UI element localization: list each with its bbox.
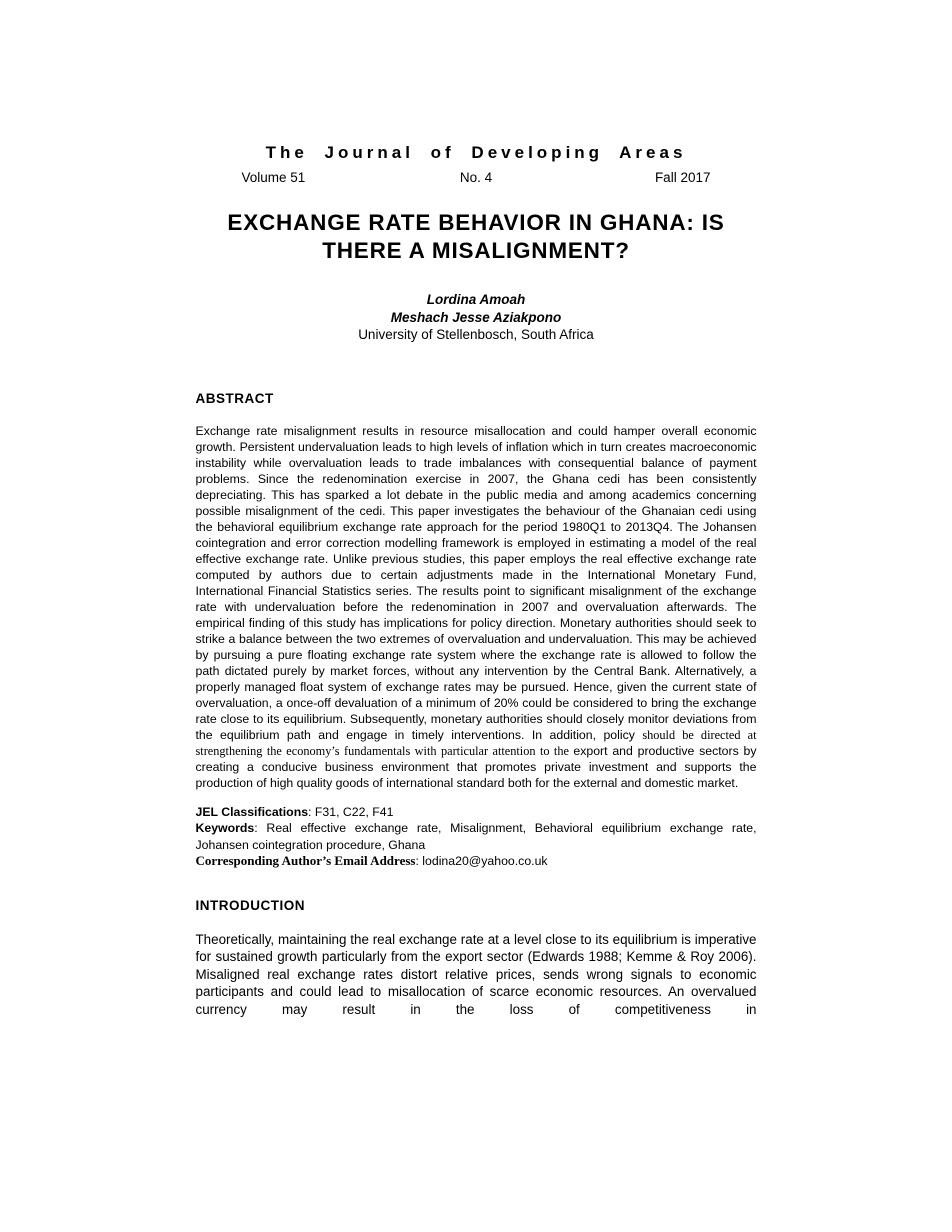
author-name-1: Lordina Amoah bbox=[426, 292, 526, 307]
affiliation: University of Stellenbosch, South Africa bbox=[358, 327, 594, 342]
journal-volume: Volume 51 bbox=[241, 170, 306, 185]
abstract-heading: ABSTRACT bbox=[195, 390, 274, 406]
metadata-block bbox=[196, 804, 757, 870]
journal-season: Fall 2017 bbox=[654, 170, 711, 185]
article-title-line2: THERE A MISALIGNMENT? bbox=[322, 238, 630, 263]
abstract-part1: Exchange rate misalignment results in resource misallocation and could hamper overall economic growth. Persistent undervaluation leads to high levels of inflation which in turn creates macroeconomic instability while overvaluation leads to trade imbalances with consequential balance of payment problems. Since the redenomination exercise in 2007, the Ghana cedi has been consistently depreciating. This has sparked a lot debate in the public media and among academics concerning possible misalignment of the cedi. This paper investigates the behaviour of the Ghanaian cedi using the behavioral equilibrium exchange rate approach for the period 1980Q1 to 2013Q4. The Johansen cointegration and error correction modelling framework is employed in estimating a model of the real effective exchange rate. Unlike previous studies, this paper employs the real effective exchange rate computed by authors due to certain adjustments made in the International Monetary Fund, International Financial Statistics series. The results point to significant misalignment of the exchange rate with undervaluation before the redenomination in 2007 and overvaluation afterwards. The empirical finding of this study has implications for policy direction. Monetary authorities should seek to strike a balance between the two extremes of overvaluation and undervaluation. This may be achieved by pursuing a pure floating exchange rate system where the exchange rate is allowed to follow the path dictated purely by market forces, without any intervention by the Central Bank. Alternatively, a properly managed float system of exchange rates may be pursued. Hence, given the current state of overvaluation, a once-off devaluation of a minimum of 20% could be considered to bring the exchange rate close to its equilibrium. Subsequently, monetary authorities should closely monitor deviations from the equilibrium path and engage in timely interventions. In addition, policy bbox=[195, 423, 757, 742]
article-title-line1: EXCHANGE RATE BEHAVIOR IN GHANA: IS bbox=[227, 210, 725, 235]
journal-issue-number: No. 4 bbox=[459, 170, 493, 185]
corresponding-author-email: : lodina20@yahoo.co.uk bbox=[415, 854, 548, 868]
abstract-part3: export and productive sectors by creating a conducive business environment that promotes private investment and supports the production of high quality goods of international standard both for the external and domestic market. bbox=[195, 743, 757, 790]
introduction-heading: INTRODUCTION bbox=[195, 897, 305, 913]
jel-line bbox=[196, 804, 757, 821]
abstract-part2-serif: should be directed at strengthening the economy’s fundamentals with particular attention to the bbox=[195, 727, 757, 758]
corresponding-author-label: Corresponding Author’s Email Address bbox=[195, 853, 416, 868]
article-title bbox=[196, 209, 757, 265]
corresponding-author-line bbox=[196, 853, 757, 870]
journal-issue-row bbox=[196, 169, 757, 186]
abstract-text bbox=[196, 423, 757, 791]
author-name-2: Meshach Jesse Aziakpono bbox=[390, 309, 562, 325]
journal-title: The Journal of Developing Areas bbox=[265, 143, 687, 162]
keywords-label: Keywords bbox=[195, 821, 255, 835]
text-column bbox=[196, 0, 757, 1018]
jel-values: : F31, C22, F41 bbox=[308, 804, 394, 819]
author-block bbox=[196, 291, 757, 344]
introduction-text: Theoretically, maintaining the real exchange rate at a level close to its equilibrium is imperative for sustained growth particularly from the export sector (Edwards 1988; Kemme & Roy 2006). Misaligned real exchange rates distort relative prices, sends wrong signals to economic participants and could lead to misallocation of scarce economic resources. An overvalued currency may result in the loss of competitiveness in bbox=[195, 931, 757, 1017]
journal-header bbox=[196, 142, 757, 186]
keywords-values: : Real effective exchange rate, Misalignment, Behavioral equilibrium exchange rate, Johansen cointegration procedure, Ghana bbox=[195, 821, 757, 852]
keywords-line bbox=[196, 820, 757, 853]
jel-label: JEL Classifications bbox=[195, 804, 309, 819]
